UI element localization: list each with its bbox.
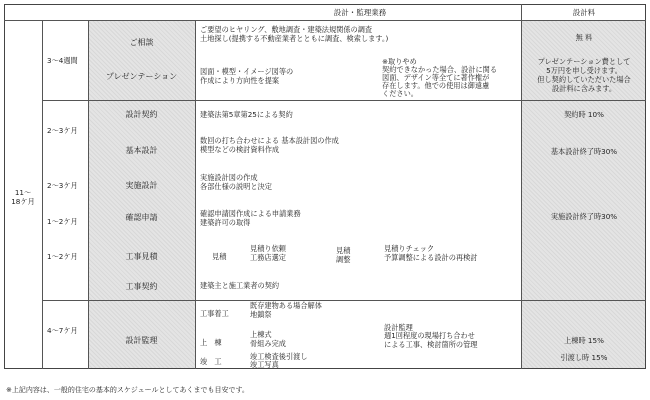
fee-contract: 契約時 10% [564, 110, 604, 119]
col-line-1 [42, 20, 43, 369]
stage-consult: ご相談 [129, 38, 154, 47]
header-fee: 設計料 [572, 8, 596, 17]
presentation-note-1: ※取りやめ [382, 57, 417, 66]
supervision-term-framing: 上 棟 [200, 338, 222, 347]
stage-supervision: 設計監理 [125, 336, 158, 345]
supervision-term-completion: 竣 工 [200, 357, 222, 366]
fee-detail-design: 実施設計終了時30% [550, 212, 618, 221]
header-work: 設計・監理業務 [333, 8, 387, 17]
stage-estimate: 工事見積 [125, 252, 158, 261]
consult-desc-1: ご要望のヒヤリング、敷地調査・建築法規関係の調査 [200, 25, 373, 34]
col-line-3 [195, 20, 196, 369]
supervision-role-3: による工事、検討箇所の管理 [384, 340, 478, 349]
estimate-desc-2a: 見積りチェック [384, 244, 435, 253]
basic-design-desc-2: 模型などの検討資料作成 [200, 145, 280, 154]
stage-detail-design: 実施設計 [125, 181, 158, 190]
stage-permit: 確認申請 [125, 213, 158, 222]
detail-design-desc-2: 各部仕様の説明と決定 [200, 182, 272, 191]
presentation-desc-2: 作成により方向性を提案 [200, 76, 280, 85]
presentation-note-4: 存在します。他での使用は御遠慮 [382, 81, 490, 90]
supervision-desc-2b: 骨組み完成 [250, 339, 286, 348]
fee-framing: 上棟時 15% [564, 336, 604, 345]
stage-presentation: プレゼンテーション [105, 72, 178, 81]
estimate-desc-1b: 工務店選定 [250, 253, 286, 262]
supervision-term-start: 工事着工 [200, 309, 229, 318]
period-1-2-months-b: 1〜2ケ月 [47, 252, 78, 261]
presentation-note-2: 契約できなかった場合、設計に関る [382, 65, 498, 74]
contract-desc: 建築法第5章第25による契約 [200, 110, 293, 119]
construction-contract-desc: 建築主と施工業者の契約 [200, 281, 280, 290]
supervision-role-1: 設計監理 [384, 323, 413, 332]
supervision-desc-3b: 竣工写真 [250, 360, 279, 369]
supervision-desc-2a: 上棟式 [250, 330, 272, 339]
permit-desc-2: 建築許可の取得 [200, 218, 251, 227]
stage-basic-design: 基本設計 [125, 146, 158, 155]
period-2-3-months-a: 2〜3ケ月 [47, 126, 78, 135]
supervision-role-2: 週1回程度の現場打ち合わせ [384, 331, 475, 340]
presentation-desc-1: 図面・模型・イメージ図等の [200, 67, 294, 76]
basic-design-desc-1: 数回の打ち合わせによる 基本設計図の作成 [200, 136, 339, 145]
period-1-2-months-a: 1〜2ケ月 [47, 217, 78, 226]
fee-handover: 引渡し時 15% [560, 353, 608, 362]
detail-design-desc-1: 実施設計図の作成 [200, 173, 258, 182]
header-divider [4, 20, 646, 21]
estimate-term-1: 見積 [212, 252, 227, 261]
fee-basic-design: 基本設計終了時30% [550, 147, 618, 156]
footnote: ※上記内容は、一般的住宅の基本的スケジュールとしてあくまでも目安です。 [6, 386, 249, 394]
presentation-note-3: 図面、デザイン等全てに著作権が [382, 73, 490, 82]
fee-presentation: プレゼンテーション費として 5万円を申し受けます。 但し契約していただいた場合 設計料に含みます。 [537, 57, 631, 93]
presentation-note-5: ください。 [382, 89, 418, 98]
permit-desc-1: 確認申請図作成による申請業務 [200, 209, 301, 218]
row-line-1 [42, 100, 646, 101]
stage-construction-contract: 工事契約 [125, 282, 158, 291]
stage-contract: 設計契約 [125, 110, 158, 119]
fee-consult: 無 料 [575, 33, 593, 42]
row-line-2 [42, 300, 646, 301]
period-4-7-months: 4〜7ケ月 [47, 326, 78, 335]
estimate-term-2a: 見積 [336, 246, 351, 255]
supervision-desc-1a: 既存建物ある場合解体 [250, 301, 322, 310]
consult-desc-2: 土地探し(提携する不動産業者とともに調査、検索します。) [200, 34, 389, 43]
overall-period: 11〜 18ケ月 [11, 188, 35, 206]
estimate-desc-1a: 見積り依頼 [250, 244, 286, 253]
period-2-3-months-b: 2〜3ケ月 [47, 181, 78, 190]
supervision-desc-1b: 地鎮祭 [250, 310, 272, 319]
period-3-4-weeks: 3〜4週間 [47, 56, 78, 65]
estimate-term-2b: 調整 [336, 255, 351, 264]
estimate-desc-2b: 予算調整による設計の再検討 [384, 253, 478, 262]
supervision-desc-3a: 竣工検査後引渡し [250, 352, 308, 361]
